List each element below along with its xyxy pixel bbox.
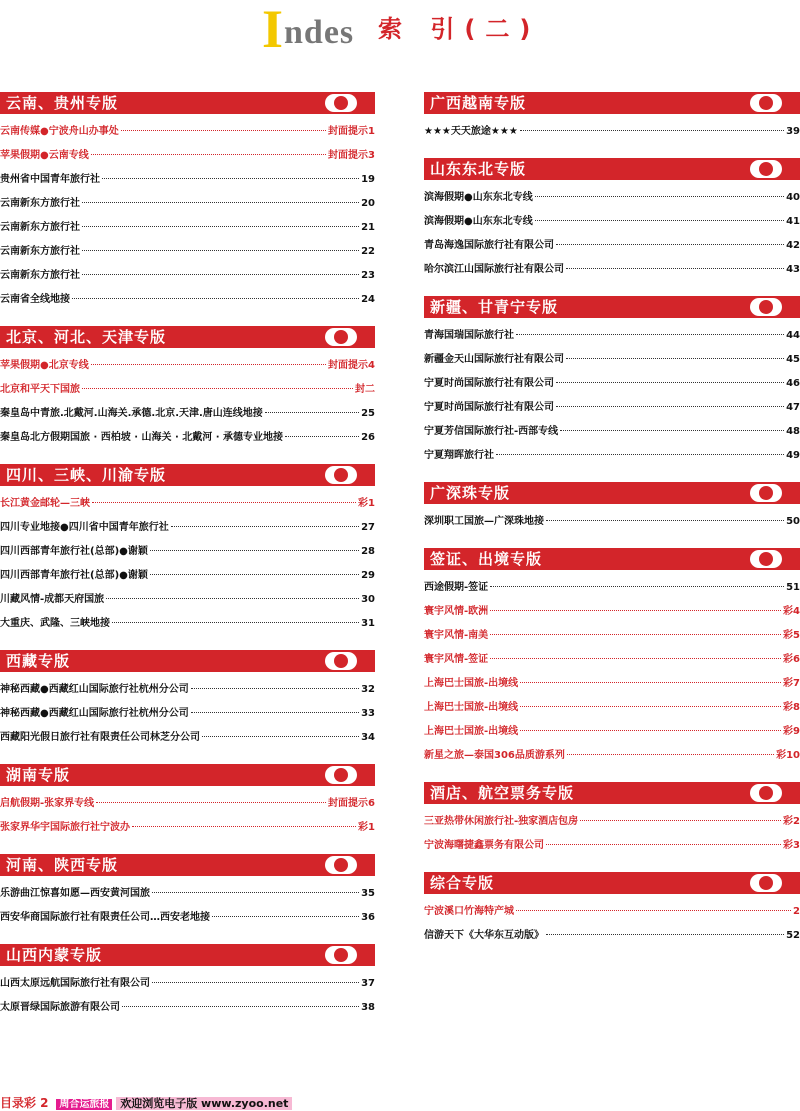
entry-name: 青岛海逸国际旅行社有限公司 [424,240,554,251]
index-entry[interactable] [0,702,375,726]
entry-name: 川藏风情-成都天府国旅 [0,594,105,605]
section-header [0,92,375,114]
dot-leader [191,712,359,713]
index-entry[interactable] [424,210,800,234]
entry-page: 51 [786,582,800,593]
index-section [424,92,800,144]
index-section [0,326,375,450]
dot-leader [91,364,326,365]
index-entry[interactable] [0,678,375,702]
index-entry[interactable] [0,564,375,588]
section-pill-icon [325,766,357,784]
section-title: 综合专版 [430,874,495,892]
index-entry[interactable] [424,510,800,534]
entry-page: 22 [361,246,375,257]
entry-page: 34 [361,732,375,743]
entry-page: 27 [361,522,375,533]
dot-leader [556,244,784,245]
dot-leader [520,682,781,683]
index-entry[interactable] [0,492,375,516]
dot-leader [516,910,791,911]
dot-leader [580,820,781,821]
entry-page: 彩7 [783,678,800,689]
section-header [424,482,800,504]
entry-name: 太原晋绿国际旅游有限公司 [0,1002,120,1013]
entry-page: 31 [361,618,375,629]
entry-name: 四川西部青年旅行社(总部)●谢颖 [0,570,148,581]
entry-name: 滨海假期●山东东北专线 [424,192,533,203]
dot-leader [112,622,359,623]
entry-page: 44 [786,330,800,341]
index-entry[interactable] [0,240,375,264]
entry-page: 36 [361,912,375,923]
entry-name: 信游天下《大华东互动版》 [424,930,544,941]
index-entry[interactable] [424,600,800,624]
dot-leader [202,736,359,737]
index-entry[interactable] [424,672,800,696]
entry-name: 山西太原远航国际旅行社有限公司 [0,978,150,989]
section-title: 湖南专版 [6,766,71,784]
entry-name: 西安华商国际旅行社有限责任公司…西安老地接 [0,912,210,923]
entry-name: 大重庆、武隆、三峡地接 [0,618,110,629]
dot-leader [265,412,359,413]
entry-page: 20 [361,198,375,209]
entry-page: 50 [786,516,800,527]
index-entry[interactable] [424,324,800,348]
entry-name: 西藏阳光假日旅行社有限责任公司林芝分公司 [0,732,200,743]
entry-name: 寰宇风情-签证 [424,654,489,665]
index-entry[interactable] [0,378,375,402]
section-header [424,548,800,570]
index-entry[interactable] [0,288,375,312]
section-title: 四川、三峡、川渝专版 [6,466,167,484]
section-pill-icon [750,550,782,568]
entry-name: 宁波海曙捷鑫票务有限公司 [424,840,544,851]
entry-page: 39 [786,126,800,137]
index-entry[interactable] [0,612,375,636]
entry-name: 宁夏时尚国际旅行社有限公司 [424,378,554,389]
entry-page: 彩2 [783,816,800,827]
index-section [0,650,375,750]
index-section [0,854,375,930]
dot-leader [132,826,356,827]
index-entry[interactable] [424,576,800,600]
index-section [424,158,800,282]
index-entry[interactable] [424,834,800,858]
index-entry[interactable] [424,744,800,768]
section-pill-icon [750,94,782,112]
section-pill-icon [325,946,357,964]
entry-name: 苹果假期●云南专线 [0,150,89,161]
dot-leader [96,802,326,803]
index-entry[interactable] [0,402,375,426]
dot-leader [520,706,781,707]
entry-page: 21 [361,222,375,233]
section-title: 新疆、甘青宁专版 [430,298,559,316]
section-pill-icon [750,874,782,892]
dot-leader [535,220,784,221]
entry-page: 38 [361,1002,375,1013]
section-title: 西藏专版 [6,652,71,670]
entry-name: 北京和平天下国旅 [0,384,80,395]
dot-leader [566,358,784,359]
dot-leader [150,550,359,551]
section-pill-icon [750,784,782,802]
dot-leader [490,658,781,659]
entry-page: 42 [786,240,800,251]
dot-leader [82,388,353,389]
entry-page: 30 [361,594,375,605]
entry-page: 29 [361,570,375,581]
section-header [0,764,375,786]
section-header [424,92,800,114]
entry-page: 彩8 [783,702,800,713]
entry-page: 彩3 [783,840,800,851]
entry-name: 上海巴士国旅-出境线 [424,702,519,713]
dot-leader [152,892,359,893]
section-pill-icon [325,466,357,484]
dot-leader [152,982,359,983]
entry-page: 封面提示6 [328,798,375,809]
index-entry[interactable] [0,996,375,1020]
entry-name: 宁波溪口竹海特产城 [424,906,514,917]
index-entry[interactable] [424,348,800,372]
entry-page: 48 [786,426,800,437]
index-section [424,482,800,534]
section-title: 山东东北专版 [430,160,527,178]
index-section [424,782,800,858]
index-entry[interactable] [424,234,800,258]
entry-name: 上海巴士国旅-出境线 [424,678,519,689]
entry-page: 彩1 [358,822,375,833]
entry-name: 张家界华宇国际旅行社宁波办 [0,822,130,833]
page-header [0,0,800,60]
entry-page: 封二 [355,384,375,395]
entry-page: 19 [361,174,375,185]
section-title: 山西内蒙专版 [6,946,103,964]
section-header [424,782,800,804]
index-entry[interactable] [0,816,375,840]
entry-page: 封面提示4 [328,360,375,371]
dot-leader [546,520,784,521]
dot-leader [171,526,359,527]
entry-page: 彩10 [776,750,800,761]
dot-leader [82,250,359,251]
index-section [0,464,375,636]
entry-page: 35 [361,888,375,899]
dot-leader [92,502,356,503]
index-entry[interactable] [0,216,375,240]
entry-page: 43 [786,264,800,275]
entry-name: 云南新东方旅行社 [0,246,80,257]
entry-page: 25 [361,408,375,419]
entry-page: 45 [786,354,800,365]
section-title: 广深珠专版 [430,484,511,502]
index-entry[interactable] [0,144,375,168]
entry-name: 宁夏芳信国际旅行社-西部专线 [424,426,559,437]
entry-page: 47 [786,402,800,413]
entry-page: 52 [786,930,800,941]
entry-name: 西途假期-签证 [424,582,489,593]
index-entry[interactable] [0,192,375,216]
section-title: 河南、陕西专版 [6,856,119,874]
dot-leader [520,130,784,131]
dot-leader [546,934,784,935]
index-section [0,764,375,840]
dot-leader [82,274,359,275]
index-section [424,296,800,468]
section-title: 广西越南专版 [430,94,527,112]
entry-name: 青海国瑞国际旅行社 [424,330,514,341]
index-section [0,944,375,1020]
logo-text: ndes [284,14,355,51]
section-header [0,650,375,672]
section-header [424,872,800,894]
dot-leader [490,634,781,635]
entry-name: 秦皇岛北方假期国旅 · 西柏坡 · 山海关 · 北戴河 · 承德专业地接 [0,432,284,443]
index-entry[interactable] [0,120,375,144]
entry-name: 三亚热带休闲旅行社-独家酒店包房 [424,816,579,827]
index-section [0,92,375,312]
entry-page: 37 [361,978,375,989]
entry-page: 40 [786,192,800,203]
dot-leader [212,916,359,917]
entry-page: 32 [361,684,375,695]
entry-page: 封面提示1 [328,126,375,137]
entry-name: 启航假期-张家界专线 [0,798,95,809]
section-header [0,326,375,348]
section-pill-icon [325,652,357,670]
section-title: 云南、贵州专版 [6,94,119,112]
dot-leader [122,1006,359,1007]
entry-name: 滨海假期●山东东北专线 [424,216,533,227]
section-header [424,158,800,180]
section-pill-icon [325,328,357,346]
entry-name: 新疆金天山国际旅行社有限公司 [424,354,564,365]
index-entry[interactable] [0,882,375,906]
index-entry[interactable] [424,624,800,648]
footer-page-label: 目录彩 2 [0,1096,49,1110]
index-entry[interactable] [0,792,375,816]
entry-page: 41 [786,216,800,227]
dot-leader [91,154,326,155]
entry-page: 封面提示3 [328,150,375,161]
entry-page: 28 [361,546,375,557]
index-entry[interactable] [424,420,800,444]
entry-name: ★★★天天旅途★★★ [424,126,518,137]
dot-leader [72,298,359,299]
entry-page: 彩4 [783,606,800,617]
index-entry[interactable] [0,426,375,450]
section-pill-icon [325,856,357,874]
index-section [424,872,800,948]
index-entry[interactable] [0,168,375,192]
entry-page: 26 [361,432,375,443]
index-section [424,548,800,768]
page-title: 索 引(二) [378,15,541,43]
section-pill-icon [750,484,782,502]
entry-name: 云南新东方旅行社 [0,270,80,281]
index-entry[interactable] [0,540,375,564]
entry-name: 神秘西藏●西藏红山国际旅行社杭州分公司 [0,684,189,695]
dot-leader [106,598,359,599]
entry-page: 彩5 [783,630,800,641]
entry-page: 彩1 [358,498,375,509]
dot-leader [556,406,784,407]
entry-page: 彩9 [783,726,800,737]
dot-leader [520,730,781,731]
index-entry[interactable] [424,810,800,834]
index-entry[interactable] [0,906,375,930]
index-entry[interactable] [0,354,375,378]
section-header [0,854,375,876]
entry-name: 宁夏时尚国际旅行社有限公司 [424,402,554,413]
index-entry[interactable] [424,924,800,948]
dot-leader [285,436,359,437]
dot-leader [560,430,784,431]
index-entry[interactable] [0,588,375,612]
section-header [0,464,375,486]
dot-leader [490,586,784,587]
section-pill-icon [750,160,782,178]
index-entry[interactable] [424,900,800,924]
dot-leader [546,844,781,845]
section-header [0,944,375,966]
entry-name: 秦皇岛中青旅.北戴河.山海关.承德.北京.天津.唐山连线地接 [0,408,263,419]
index-entry[interactable] [424,120,800,144]
entry-page: 2 [793,906,800,917]
entry-name: 宁夏翔晖旅行社 [424,450,494,461]
entry-page: 彩6 [783,654,800,665]
index-entry[interactable] [0,516,375,540]
index-entry[interactable] [424,696,800,720]
index-entry[interactable] [424,186,800,210]
entry-page: 49 [786,450,800,461]
entry-name: 哈尔滨江山国际旅行社有限公司 [424,264,564,275]
index-entry[interactable] [424,720,800,744]
section-pill-icon [325,94,357,112]
entry-name: 深圳职工国旅—广深珠地接 [424,516,544,527]
index-entry[interactable] [424,396,800,420]
index-entry[interactable] [424,258,800,282]
section-pill-icon [750,298,782,316]
entry-page: 23 [361,270,375,281]
entry-name: 新星之旅—泰国306品质游系列 [424,750,565,761]
footer-badge: 周合运旅报 [56,1099,112,1110]
dot-leader [102,178,359,179]
page-footer [0,1094,292,1110]
entry-name: 云南新东方旅行社 [0,222,80,233]
entry-name: 寰宇风情-欧洲 [424,606,489,617]
entry-name: 云南省全线地接 [0,294,70,305]
entry-page: 46 [786,378,800,389]
dot-leader [150,574,359,575]
entry-name: 云南传媒●宁波舟山办事处 [0,126,119,137]
section-header [424,296,800,318]
dot-leader [496,454,784,455]
entry-name: 四川专业地接●四川省中国青年旅行社 [0,522,169,533]
entry-name: 上海巴士国旅-出境线 [424,726,519,737]
footer-website-link[interactable]: 欢迎浏览电子版 www.zyoo.net [116,1097,292,1110]
entry-name: 乐游曲江惊喜如愿—西安黄河国旅 [0,888,150,899]
entry-name: 贵州省中国青年旅行社 [0,174,100,185]
entry-name: 神秘西藏●西藏红山国际旅行社杭州分公司 [0,708,189,719]
section-title: 北京、河北、天津专版 [6,328,167,346]
dot-leader [516,334,784,335]
section-title: 酒店、航空票务专版 [430,784,575,802]
index-entry[interactable] [0,972,375,996]
left-column [0,92,375,1034]
index-entry[interactable] [0,726,375,750]
index-entry[interactable] [424,372,800,396]
dot-leader [556,382,784,383]
entry-name: 苹果假期●北京专线 [0,360,89,371]
index-entry[interactable] [0,264,375,288]
right-column [424,92,800,962]
dot-leader [490,610,781,611]
entry-page: 33 [361,708,375,719]
section-title: 签证、出境专版 [430,550,543,568]
dot-leader [566,268,784,269]
logo-initial: I [262,0,284,59]
dot-leader [82,226,359,227]
dot-leader [191,688,359,689]
dot-leader [82,202,359,203]
dot-leader [535,196,784,197]
entry-name: 长江黄金邮轮—三峡 [0,498,90,509]
index-entry[interactable] [424,444,800,468]
entry-name: 云南新东方旅行社 [0,198,80,209]
dot-leader [567,754,774,755]
dot-leader [121,130,326,131]
entry-name: 寰宇风情-南美 [424,630,489,641]
entry-name: 四川西部青年旅行社(总部)●谢颖 [0,546,148,557]
entry-page: 24 [361,294,375,305]
index-entry[interactable] [424,648,800,672]
